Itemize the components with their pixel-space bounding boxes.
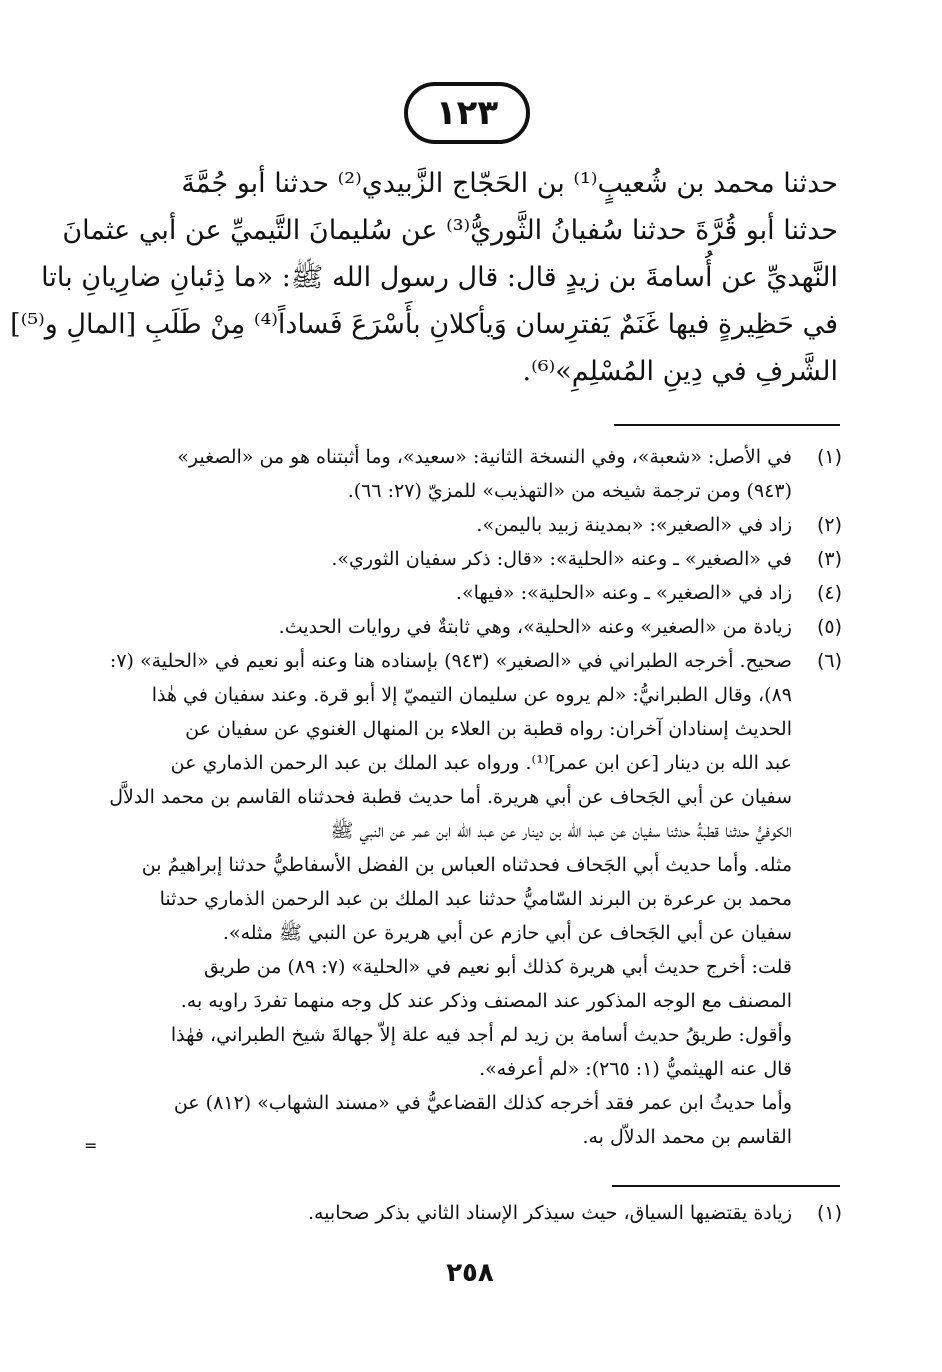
footnote-number: (٢): [816, 514, 842, 536]
page-number: ٢٥٨: [446, 1258, 494, 1288]
footnote-line: الحديث إسنادان آخران: رواه قطبة بن العلاء بن المنهال الغنوي عن سفيان عن: [185, 718, 792, 740]
footnote-line: سفيان عن أبي الجَحاف عن أبي حازم عن أبي هريرة عن النبي ﷺ مثله».: [222, 922, 792, 944]
footnote-line: ٨٩)، وقال الطبرانيُّ: «لم يروه عن سليمان التيميّ إلا أبو قرة. وعند سفيان في هٰذا: [151, 684, 792, 706]
footnotes: [98, 440, 842, 1154]
footnote-line: زيادة من «الصغير» وعنه «الحلية»، وهي ثابتةٌ في روايات الحديث.: [278, 616, 792, 638]
footnote-number: (١): [816, 446, 842, 468]
footnote-number: (٥): [816, 616, 842, 638]
hadith-line: حدثنا أبو قُرَّةَ حدثنا سُفيانُ الثَّوريُّ⁽³⁾ عن سُليمانَ التَّيميِّ عن أبي عثمانَ: [62, 215, 838, 246]
hadith-number-badge: [404, 82, 530, 144]
sub-footnote-divider: [612, 1185, 840, 1187]
hadith-number: ١٢٣: [435, 93, 499, 133]
footnote-line: في الأصل: «شعبة»، وفي النسخة الثانية: «سعيد»، وما أثبتناه هو من «الصغير»: [177, 446, 792, 468]
footnote-number: (٦): [816, 650, 842, 672]
footnote-line: الكوفيُّ حدثنا قطبةُ حدثنا سفيان عن عبد الله بن دينار عن عبد الله ابن عمر عن النبي ﷺ: [330, 820, 792, 842]
footnote-line: زيادة يقتضيها السياق، حيث سيذكر الإسناد الثاني بذكر صحابيه.: [307, 1202, 792, 1224]
footnote-line: عبد الله بن دينار [عن ابن عمر]⁽¹⁾. ورواه عبد الملك بن عبد الرحمن الذماري عن: [170, 752, 792, 774]
footnote-line: زاد في «الصغير»: «بمدينة زبيد باليمن».: [476, 514, 792, 536]
footnote-line: المصنف مع الوجه المذكور عند المصنف وذكر عند كل وجه منهما تفردَ راويه به.: [180, 990, 792, 1012]
footnote-line: مثله. وأما حديث أبي الجَحاف فحدثناه العباس بن الفضل الأسفاطيُّ حدثنا إبراهيمُ بن: [141, 854, 792, 876]
hadith-line: حدثنا محمد بن شُعيبٍ⁽¹⁾ بن الحَجّاج الزَّبيدي⁽²⁾ حدثنا أبو جُمَّةَ: [181, 168, 838, 199]
footnote-line: وأما حديثُ ابن عمر فقد أخرجه كذلك القضاعيُّ في «مسند الشهاب» (٨١٢) عن: [173, 1092, 792, 1114]
footnote-1: [98, 440, 842, 508]
footnote-5: [98, 610, 842, 644]
margin-mark: =: [84, 1136, 98, 1155]
footnote-line: القاسم بن محمد الدلاّل به.: [582, 1126, 792, 1148]
footnote-number: (١): [816, 1202, 842, 1224]
footnote-4: [98, 576, 842, 610]
footnote-2: [98, 508, 842, 542]
footnote-line: قال عنه الهيثميُّ (١: ٢٦٥): «لم أعرفه».: [479, 1058, 792, 1080]
footnote-line: وأقول: طريقُ حديث أسامة بن زيد لم أجد فيه علة إلاّ جهالةَ شيخ الطبراني، فهٰذا: [170, 1024, 792, 1046]
footnote-line: (٩٤٣) ومن ترجمة شيخه من «التهذيب» للمزيّ (٢٧: ٦٦).: [347, 480, 792, 502]
footnote-number: (٣): [816, 548, 842, 570]
footnote-divider: [614, 424, 840, 426]
footnote-line: زاد في «الصغير» ـ وعنه «الحلية»: «فيها».: [455, 582, 792, 604]
footnote-number: (٤): [816, 582, 842, 604]
footnote-6: [98, 644, 842, 1154]
footnote-line: محمد بن عرعرة بن البرند السّاميُّ حدثنا عبد الملك بن عبد الرحمن الذماري حدثنا: [159, 888, 792, 910]
sub-footnote: [98, 1196, 842, 1230]
hadith-line: النَّهديِّ عن أُسامةَ بن زيدٍ قال: قال رسول الله ﷺ: «ما ذِئبانِ ضارِيانِ باتا: [41, 262, 838, 293]
footnote-3: [98, 542, 842, 576]
footnote-line: في «الصغير» ـ وعنه «الحلية»: «قال: ذكر سفيان الثوري».: [331, 548, 792, 570]
footnote-line: سفيان عن أبي الجَحاف عن أبي هريرة. أما حديث قطبة فحدثناه القاسم بن محمد الدلاَّل: [109, 786, 792, 808]
footnote-line: صحيح. أخرجه الطبراني في «الصغير» (٩٤٣) بإسناده هنا وعنه أبو نعيم في «الحلية» (٧:: [109, 650, 792, 672]
footnote-line: قلت: أخرج حديث أبي هريرة كذلك أبو نعيم في «الحلية» (٧: ٨٩) من طريق: [203, 956, 792, 978]
hadith-line: الشَّرفِ في دِينِ المُسْلِمِ»⁽⁶⁾.: [522, 356, 838, 387]
hadith-line: في حَظِيرةٍ فيها غَنَمٌ يَفترِسان وَيأكلانِ بأَسْرَعَ فَساداً⁽⁴⁾ مِنْ طَلَبِ [المالِ و⁽⁵⁾]: [10, 309, 838, 340]
hadith-text: [10, 160, 838, 395]
